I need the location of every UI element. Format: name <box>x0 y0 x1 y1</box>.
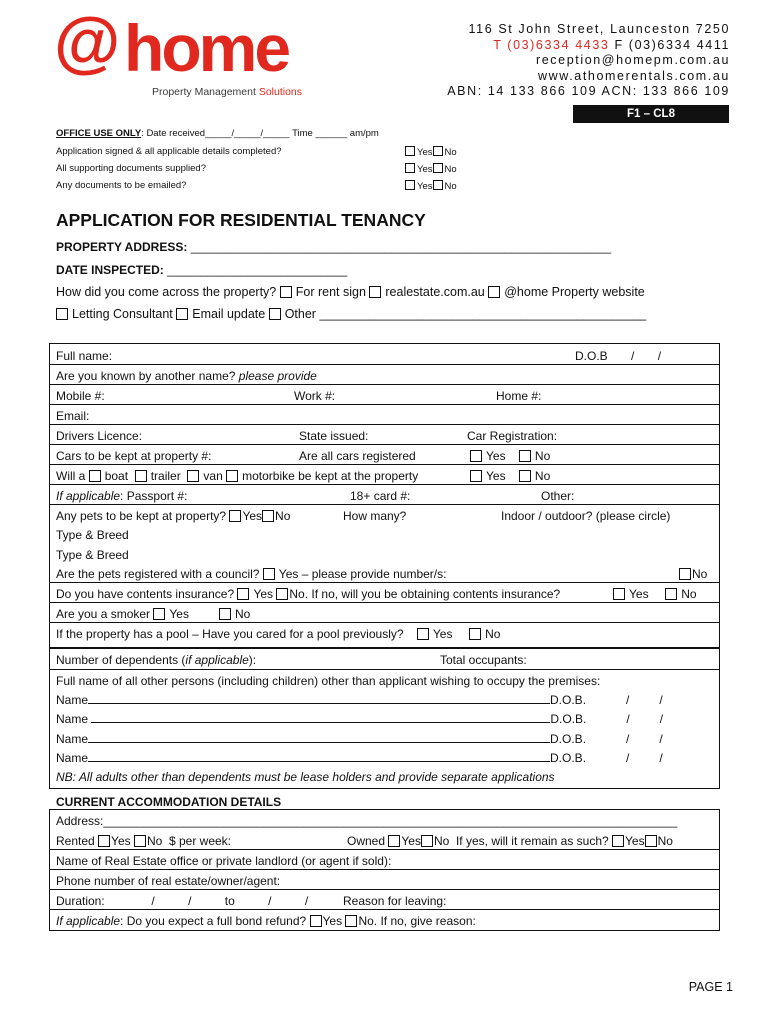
email-field[interactable]: Email: <box>56 409 90 423</box>
property-address-field[interactable]: PROPERTY ADDRESS: _______________________________________________________________ <box>56 240 612 254</box>
occupant-name-row[interactable]: Name D.O.B. / / <box>56 732 663 746</box>
date-inspected-field[interactable]: DATE INSPECTED: ___________________________ <box>56 263 348 277</box>
dependents-section <box>49 647 720 789</box>
office-q2-options[interactable]: Yes No <box>405 163 457 175</box>
other-persons-label: Full name of all other persons (including children) other than applicant wishing to occupy the premises: <box>56 674 601 688</box>
logo-at-symbol: @ <box>54 4 117 80</box>
pets-how-many[interactable]: How many? <box>343 509 407 523</box>
other-id-field[interactable]: Other: <box>541 489 575 503</box>
pets-indoor-outdoor[interactable]: Indoor / outdoor? (please circle) <box>501 509 671 523</box>
cars-count-field[interactable]: Cars to be kept at property #: <box>56 449 212 463</box>
dob-field[interactable]: D.O.B / / <box>575 349 662 363</box>
agent-name-field[interactable]: Name of Real Estate office or private landlord (or agent if sold): <box>56 854 392 868</box>
state-field[interactable]: State issued: <box>299 429 369 443</box>
full-name-label[interactable]: Full name: <box>56 349 113 363</box>
applicant-section <box>49 343 720 649</box>
work-field[interactable]: Work #: <box>294 389 336 403</box>
mobile-field[interactable]: Mobile #: <box>56 389 105 403</box>
total-occupants[interactable]: Total occupants: <box>440 653 527 667</box>
pool-question[interactable]: If the property has a pool – Have you cared for a pool previously? Yes No <box>56 627 501 641</box>
page-number: PAGE 1 <box>688 980 733 994</box>
smoker-question[interactable]: Are you a smoker Yes No <box>56 607 251 621</box>
pets-question[interactable]: Any pets to be kept at property? Yes No <box>56 509 291 523</box>
cars-registered-label: Are all cars registered <box>299 449 416 463</box>
contents-obtaining-options[interactable]: Yes No <box>613 587 697 601</box>
logo-tagline: Property Management Solutions <box>152 86 303 98</box>
address-field[interactable]: Address:______________________________________________________________________________________ <box>56 814 678 828</box>
known-as-field[interactable]: Are you known by another name? please provide <box>56 369 317 383</box>
office-q3: Any documents to be emailed? <box>56 180 187 191</box>
office-use-line: OFFICE USE ONLY: Date received_____/_____/_____ Time ______ am/pm <box>56 128 379 139</box>
type-breed-2[interactable]: Type & Breed <box>56 548 129 562</box>
logo-wordmark: home <box>124 11 289 85</box>
contact-block: 116 St John Street, Launceston 7250 T (03)6334 4433 F (03)6334 4411 reception@homepm.com.au www.athomerentals.com.au ABN: 14 133 866 109 ACN: 133 866 109 <box>447 22 730 98</box>
office-q1: Application signed & all applicable details completed? <box>56 146 282 157</box>
dependents-count[interactable]: Number of dependents (if applicable): <box>56 653 257 667</box>
vehicles-yes-no[interactable]: Yes No <box>470 469 550 483</box>
office-q2: All supporting documents supplied? <box>56 163 206 174</box>
page-title: APPLICATION FOR RESIDENTIAL TENANCY <box>56 210 426 230</box>
licence-field[interactable]: Drivers Licence: <box>56 429 143 443</box>
passport-field[interactable]: If applicable: Passport #: <box>56 489 188 503</box>
form-code-badge: F1 – CL8 <box>573 105 729 123</box>
occupant-name-row[interactable]: Name D.O.B. / / <box>56 693 663 707</box>
home-field[interactable]: Home #: <box>496 389 542 403</box>
contents-insurance-question[interactable]: Do you have contents insurance? Yes No. If no, will you be obtaining contents insurance? <box>56 587 561 601</box>
vehicles-options[interactable]: Will a boat trailer van motorbike be kept at the property <box>56 469 419 483</box>
occupant-name-row[interactable]: Name D.O.B. / / <box>56 751 663 765</box>
card18-field[interactable]: 18+ card #: <box>350 489 411 503</box>
office-q3-options[interactable]: Yes No <box>405 180 457 192</box>
duration-field[interactable]: Duration: / / to / / <box>56 894 309 908</box>
pets-council-no[interactable]: No <box>679 567 707 581</box>
type-breed-1[interactable]: Type & Breed <box>56 528 129 542</box>
how-found-options-2[interactable]: Letting Consultant Email update Other _______________________________________________ <box>56 307 646 321</box>
accommodation-section <box>49 809 720 931</box>
bond-refund-question[interactable]: If applicable: Do you expect a full bond refund? Yes No. If no, give reason: <box>56 914 476 928</box>
agent-phone-field[interactable]: Phone number of real estate/owner/agent: <box>56 874 281 888</box>
owned-option[interactable]: Owned Yes No If yes, will it remain as such? Yes No <box>347 834 673 848</box>
reason-leaving-field[interactable]: Reason for leaving: <box>343 894 447 908</box>
occupant-name-row[interactable]: Name D.O.B. / / <box>56 712 664 726</box>
accommodation-heading: CURRENT ACCOMMODATION DETAILS <box>56 795 282 809</box>
car-rego-field[interactable]: Car Registration: <box>467 429 558 443</box>
cars-registered-options[interactable]: Yes No <box>470 449 550 463</box>
pets-council-question[interactable]: Are the pets registered with a council? Yes – please provide number/s: <box>56 567 447 581</box>
rented-option[interactable]: Rented Yes No $ per week: <box>56 834 232 848</box>
how-found-question[interactable]: How did you come across the property? For rent sign realestate.com.au @home Property website <box>56 285 645 299</box>
nb-note: NB: All adults other than dependents must be lease holders and provide separate applications <box>56 770 555 784</box>
office-q1-options[interactable]: Yes No <box>405 146 457 158</box>
